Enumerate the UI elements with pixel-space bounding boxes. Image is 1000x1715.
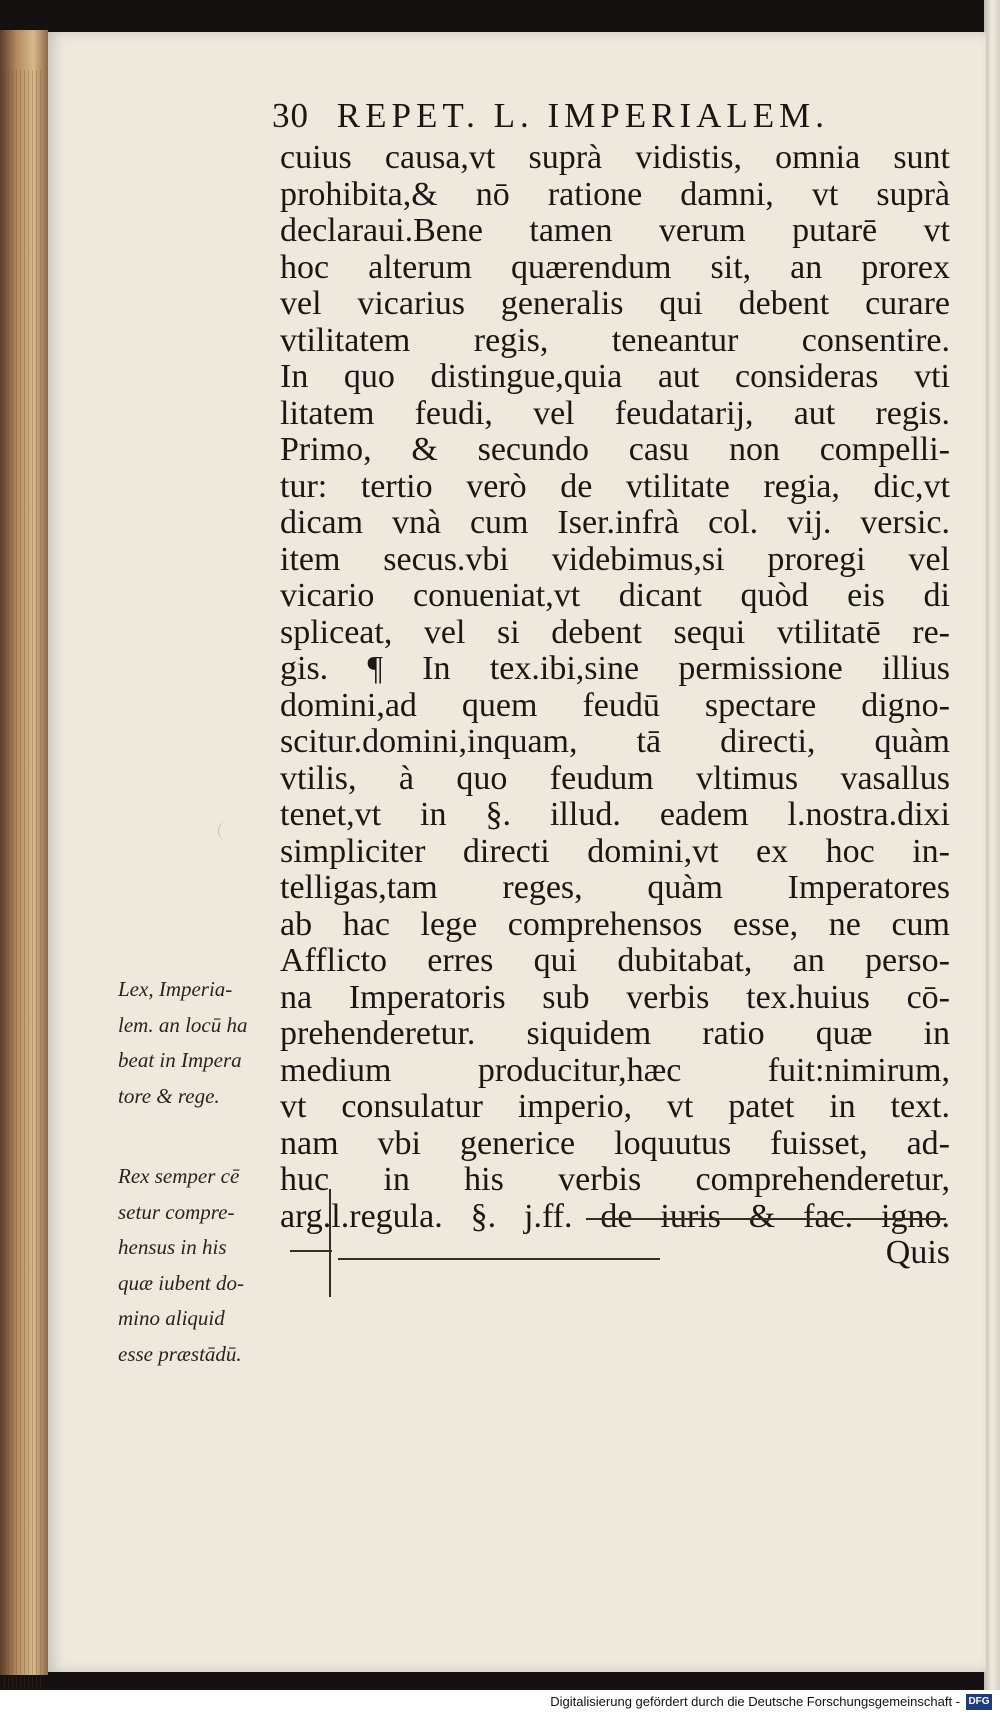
text-line: declaraui.Bene tamen verum putarē vt: [280, 212, 950, 249]
paper-stain: [218, 822, 233, 840]
marginal-note-king: [118, 1159, 303, 1372]
handwritten-underline: [338, 1258, 660, 1260]
text-line: prehenderetur. siquidem ratio quæ in: [280, 1015, 950, 1052]
digitization-footer: [0, 1690, 1000, 1715]
handwritten-underline: [586, 1218, 946, 1220]
text-line: telligas,tam reges, quàm Imperatores: [280, 869, 950, 906]
text-line: domini,ad quem feudū spectare digno-: [280, 686, 950, 724]
text-line: scitur.domini,inquam, tā directi, quàm: [280, 723, 950, 760]
text-line: dicam vnà cum Iser.infrà col. vij. versic.: [280, 504, 950, 541]
text-line: tur: tertio verò de vtilitate regia, dic,vt: [280, 467, 950, 505]
text-line: vtilitatem regis, teneantur consentire.: [280, 321, 950, 359]
handwritten-pointer-line: [290, 1250, 332, 1252]
text-line: Primo, & secundo casu non compelli-: [280, 431, 950, 468]
marginal-note-line: mino aliquid: [118, 1306, 225, 1330]
marginal-note-line: esse præstādū.: [118, 1341, 242, 1366]
marginal-note-line: Lex, Imperia-: [118, 977, 233, 1001]
marginal-note-line: beat in Impera: [118, 1048, 242, 1072]
text-line: huc in his verbis comprehenderetur,: [280, 1161, 950, 1198]
marginal-note-line: tore & rege.: [118, 1083, 220, 1108]
text-line: prohibita,& nō ratione damni, vt suprà: [280, 175, 950, 213]
marginal-note-line: setur compre-: [118, 1199, 235, 1224]
marginal-note-emperor: [118, 972, 303, 1114]
marginal-note-line: Rex semper cē: [118, 1164, 240, 1188]
text-line: litatem feudi, vel feudatarij, aut regis.: [280, 394, 950, 432]
text-line: item secus.vbi videbimus,si proregi vel: [280, 540, 950, 578]
text-line: simpliciter directi domini,vt ex hoc in-: [280, 832, 950, 870]
text-line: vel vicarius generalis qui debent curare: [280, 285, 950, 322]
text-line: medium producitur,hæc fuit:nimirum,: [280, 1051, 950, 1089]
text-line: na Imperatoris sub verbis tex.huius cō-: [280, 978, 950, 1016]
text-line: arg.l.regula. §. j.ff. de iuris & fac. igno.: [280, 1197, 950, 1235]
text-line: In quo distingue,quia aut consideras vti: [280, 358, 950, 395]
text-line: vtilis, à quo feudum vltimus vasallus: [280, 759, 950, 797]
dfg-logo-icon: DFG: [966, 1694, 992, 1710]
text-line: cuius causa,vt suprà vidistis, omnia sunt: [280, 139, 950, 176]
book-fore-edge: [0, 30, 48, 1675]
marginal-note-line: hensus in his: [118, 1235, 227, 1259]
main-text-column: [280, 140, 950, 1272]
text-line: nam vbi generice loquutus fuisset, ad-: [280, 1124, 950, 1162]
running-title: REPET. L. IMPERIALEM.: [336, 96, 830, 135]
right-page-edge: [984, 0, 1000, 1690]
text-line: ab hac lege comprehensos esse, ne cum: [280, 905, 950, 943]
funding-credit: Digitalisierung gefördert durch die Deutsche Forschungsgemeinschaft -: [550, 1694, 960, 1709]
text-line: gis. ¶ In tex.ibi,sine permissione illius: [280, 650, 950, 687]
text-line: spliceat, vel si debent sequi vtilitatē re-: [280, 613, 950, 651]
handwritten-bracket: [329, 1189, 339, 1297]
text-line: hoc alterum quærendum sit, an prorex: [280, 248, 950, 286]
text-line: tenet,vt in §. illud. eadem l.nostra.dixi: [280, 796, 950, 833]
page-edges-texture: [4, 70, 42, 1690]
text-line: vt consulatur imperio, vt patet in text.: [280, 1088, 950, 1125]
catchword: Quis: [885, 1234, 950, 1271]
marginal-note-line: lem. an locū ha: [118, 1012, 248, 1037]
marginal-note-line: quæ iubent do-: [118, 1270, 244, 1295]
text-line: vicario conueniat,vt dicant quòd eis di: [280, 577, 950, 614]
text-line: Afflicto erres qui dubitabat, an perso-: [280, 942, 950, 979]
page-number: 30: [272, 96, 309, 135]
